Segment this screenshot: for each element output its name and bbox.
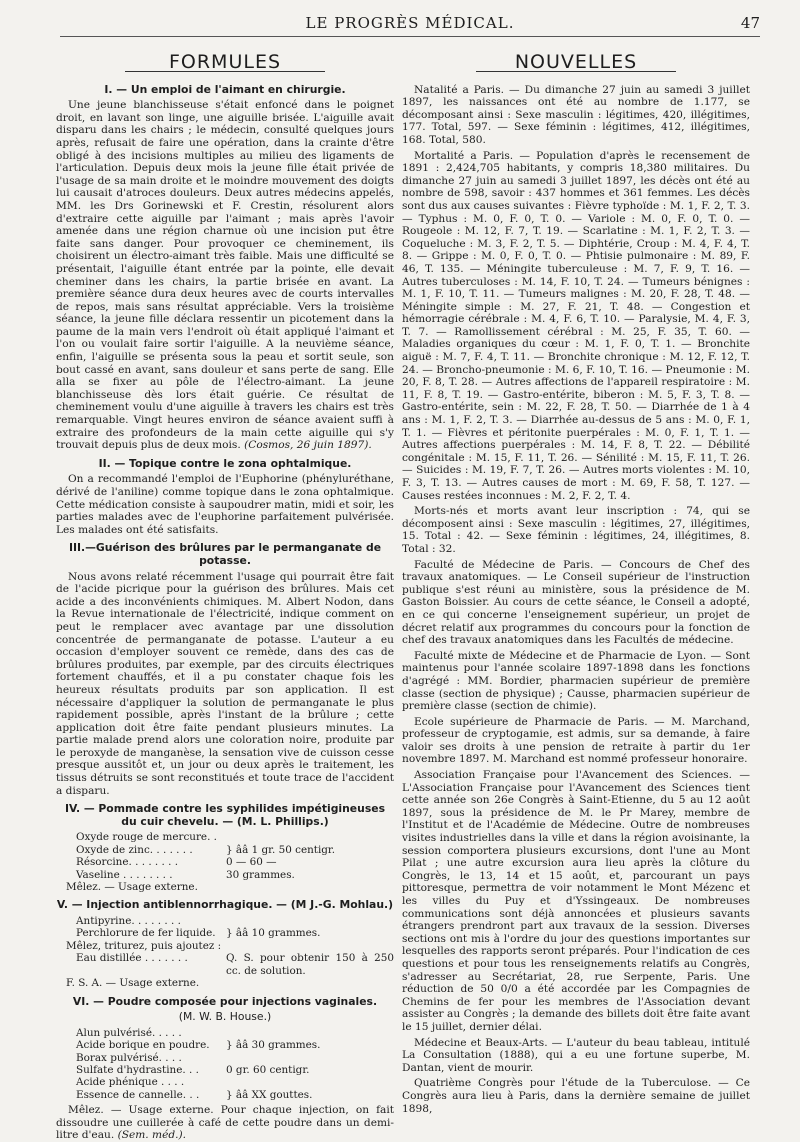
formula-row: Eau distillée . . . . . . . Q. S. pour obtenir 150 à 250 cc. de solution.	[76, 952, 394, 977]
journal-title: LE PROGRÈS MÉDICAL.	[305, 14, 515, 32]
s5-note2: F. S. A. — Usage externe.	[66, 977, 200, 990]
s3-paragraph: Nous avons relaté récemment l'usage qui pourrait être fait de l'acide picrique pour la guérison des brûlures. Mais cet acide a des inconvénients chimiques. M. Albert Nodon, dans la Revue internationale de l'électricité, indique comment on peut le remplacer avec avantage par une dissolution concentrée de permanganate de potasse. L'auteur a eu occasion d'employer souvent ce remède, dans des cas de brûlures produites, par exemple, par des circuits électriques fortement chauffés, et il a pu constater chaque fois les heureux résultats produits par son application. Il est nécessaire d'appliquer la solution de permanganate le plus rapidement possible, après l'instant de la brûlure ; cette application doit être faite pendant plusieurs minutes. La partie malade prend alors une coloration noire, produite par le peroxyde de manganèse, la sensation vive de cuisson cesse presque aussitôt et, un jour ou deux après le traitement, les tissus détruits se sont reconstitués et toute trace de l'accident a disparu.	[56, 570, 394, 797]
s5-formula	[56, 915, 394, 989]
s6-source: (Sem. méd.).	[117, 1129, 186, 1142]
s1-title: I. — Un emploi de l'aimant en chirurgie.	[104, 82, 346, 96]
formula-row: Perchlorure de fer liquide. } ââ 10 grammes.	[76, 927, 321, 940]
s1-paragraph: Une jeune blanchisseuse s'était enfoncé dans le poignet droit, en lavant son linge, une aiguille brisée. L'aiguille avait disparu dans les chairs ; le médecin, consulté quelques jours après, refusait de faire une opération, dans la crainte d'être obligé à des incisions multiples au milieu des ligaments de l'articulation. Depuis deux mois la jeune fille était privée de l'usage de sa main droite et le moindre mouvement des doigts lui causait d'atroces douleurs. Deux autres médecins appelés, MM. les Drs Gorinewski et F. Crestin, résolurent alors d'extraire cette aiguille par l'aimant ; mais après l'avoir amenée dans une région charnue où une incision put être faite sans danger. Pour provoquer ce cheminement, ils choisirent un électro-aimant très faible. Mais une difficulté se présentait, l'aiguille étant entrée par la pointe, elle devait cheminer dans les chairs, la partie brisée en avant. La première séance dura deux heures avec de courts intervalles de repos, mais sans résultat appréciable. Vers la troisième séance, la jeune fille déclara ressentir un picotement dans la paume de la main vers l'endroit où était appliqué l'aimant et l'on ou voulait faire sortir l'aiguille. A la neuvième séance, enfin, l'aiguille se présenta sous la peau et sortit seule, son bout cassé en avant, sans douleur et sans perte de sang. Elle alla se fixer au pôle de l'électro-aimant. La jeune blanchisseuse dès lors était guérie. Ce résultat de cheminement voulu d'une aiguille à travers les chairs est très remarquable. Vingt heures environ de séance avaient suffi à extraire des profondeurs de la main cette aiguille qui s'y trouvait depuis plus de deux mois. (Cosmos, 26 juin 1897).	[56, 99, 394, 452]
formula-row: Sulfate d'hydrastine. . . 0 gr. 60 centigr.	[76, 1063, 310, 1076]
news-faculte-paris: Faculté de Médecine de Paris. — Concours de Chef des travaux anatomiques. — Le Conseil supérieur de l'instruction publique s'est réuni au ministère, sous la présidence de M. Gaston Boissier. Au cours de cette séance, le Conseil a adopté, en ce qui concerne l'enseignement supérieur, un projet de décret relatif aux programmes du concours pour la fonction de chef des travaux anatomiques dans les Facultés de médecine.	[402, 558, 750, 647]
s6-note: Mêlez. — Usage externe. Pour chaque injection, on fait dissoudre une cuillerée à café de cette poudre dans un demi-litre d'eau. (Sem. méd.).	[56, 1104, 394, 1142]
s5-title: V. — Injection antiblennorrhagique. — (M J.-G. Mohlau.)	[56, 898, 394, 912]
nouvelles-heading: NOUVELLES	[476, 56, 676, 72]
s6-formula	[56, 1027, 394, 1101]
news-morts-nes: Morts-nés et morts avant leur inscription : 74, qui se décomposent ainsi : Sexe masculin : légitimes, 27, illégitimes, 15. Total : 42. — Sexe féminin : légitimes, 24, illégitimes, 8. Total : 32.	[402, 505, 750, 555]
formules-heading: FORMULES	[125, 56, 325, 72]
s4-formula	[56, 831, 394, 893]
news-congres-tuberculose: Quatrième Congrès pour l'étude de la Tuberculose. — Ce Congrès aura lieu à Paris, dans la dernière semaine de juillet 1898,	[402, 1077, 750, 1115]
news-faculte-lyon: Faculté mixte de Médecine et de Pharmacie de Lyon. — Sont maintenus pour l'année scolaire 1897-1898 dans les fonctions d'agrégé : MM. Bordier, pharmacien supérieur de première classe (section de physique) ; Causse, pharmacien supérieur de première classe (section de chimie).	[402, 649, 750, 713]
formula-row: Essence de cannelle. . . } ââ XX gouttes.	[76, 1088, 313, 1101]
page-number: 47	[740, 14, 760, 32]
s1-source: (Cosmos, 26 juin 1897).	[244, 439, 372, 452]
formula-row: Acide borique en poudre. } ââ 30 grammes.	[76, 1039, 321, 1052]
news-ecole-pharmacie: Ecole supérieure de Pharmacie de Paris. — M. Marchand, professeur de cryptogamie, est admis, sur sa demande, à faire valoir ses droits à une pension de retraite à partir du 1er novembre 1897. M. Marchand est nommé professeur honoraire.	[402, 715, 750, 766]
news-beaux-arts: Médecine et Beaux-Arts. — L'auteur du beau tableau, intitulé La Consultation (1888), qui a eu une fortune superbe, M. Dantan, vient de mourir.	[402, 1036, 750, 1074]
formula-row: Oxyde de zinc. . . . . . . } ââ 1 gr. 50 centigr.	[76, 843, 336, 856]
s4-note: Mêlez. — Usage externe.	[66, 881, 198, 894]
formula-row: Acide phénique . . . .	[76, 1076, 185, 1089]
s2-title: II. — Topique contre le zona ophtalmique.	[98, 456, 352, 470]
page-header	[60, 14, 760, 37]
s4-title: IV. — Pommade contre les syphilides impétigineuses du cuir chevelu. — (M. L. Phillips.)	[65, 802, 385, 828]
s6-author: (M. W. B. House.)	[178, 1010, 272, 1024]
formula-row: Antipyrine. . . . . . . .	[76, 915, 181, 928]
nouvelles-column	[402, 51, 750, 1115]
formules-column	[56, 51, 394, 1142]
formula-row: Alun pulvérisé. . . . .	[76, 1026, 182, 1039]
formula-row: Vaseline . . . . . . . . 30 grammes.	[76, 868, 295, 881]
formula-row: Borax pulvérisé. . . .	[76, 1051, 182, 1064]
formula-row: Résorcine. . . . . . . . 0 — 60 —	[76, 856, 277, 869]
s3-title: III.—Guérison des brûlures par le permanganate de potasse.	[68, 541, 382, 567]
s5-note1: Mêlez, triturez, puis ajoutez :	[66, 939, 222, 952]
news-mortalite: Mortalité a Paris. — Population d'après le recensement de 1891 : 2,424,705 habitants, y compris 18,380 militaires. Du dimanche 27 juin au samedi 3 juillet 1897, les décès ont été au nombre de 598, savoir : 437 hommes et 361 femmes. Les décès sont dus aux causes suivantes : Fièvre typhoïde : M. 1, F. 2, T. 3. — Typhus : M. 0, F. 0, T. 0. — Variole : M. 0, F. 0, T. 0. — Rougeole : M. 12, F. 7, T. 19. — Scarlatine : M. 1, F. 2, T. 3. — Coqueluche : M. 3, F. 2, T. 5. — Diphtérie, Croup : M. 4, F. 4, T. 8. — Grippe : M. 0, F. 0, T. 0. — Phtisie pulmonaire : M. 89, F. 46, T. 135. — Méningite tuberculeuse : M. 7, F. 9, T. 16. — Autres tuberculoses : M. 14, F. 10, T. 24. — Tumeurs bénignes : M. 1, F. 10, T. 11. — Tumeurs malignes : M. 20, F. 28, T. 48. — Méningite simple : M. 27, F. 21, T. 48. — Congestion et hémorragie cérébrale : M. 4, F. 6, T. 10. — Paralysie, M. 4, F. 3, T. 7. — Ramollissement cérébral : M. 25, F. 35, T. 60. — Maladies organiques du cœur : M. 1, F. 0, T. 1. — Bronchite aiguë : M. 7, F. 4, T. 11. — Bronchite chronique : M. 12, F. 12, T. 24. — Broncho-pneumonie : M. 6, F. 10, T. 16. — Pneumonie : M. 20, F. 8, T. 28. — Autres affections de l'appareil respiratoire : M. 11, F. 8, T. 19. — Gastro-entérite, biberon : M. 5, F. 3, T. 8. — Gastro-entérite, sein : M. 22, F. 28, T. 50. — Diarrhée de 1 à 4 ans : M. 1, F. 2, T. 3. — Diarrhée au-dessus de 5 ans : M. 0, F. 1, T. 1. — Fièvres et péritonite puerpérales : M. 0, F. 1, T. 1. — Autres affections puerpérales : M. 14, F. 8, T. 22. — Débilité congénitale : M. 15, F. 11, T. 26. — Sénilité : M. 15, F. 11, T. 26. — Suicides : M. 19, F. 7, T. 26. — Autres morts violentes : M. 10, F. 3, T. 13. — Autres causes de mort : M. 69, F. 58, T. 127. — Causes restées inconnues : M. 2, F. 2, T. 4.	[402, 149, 750, 502]
news-association: Association Française pour l'Avancement des Sciences. — L'Association Française pour l'Avancement des Sciences tient cette année son 26e Congrès à Saint-Etienne, du 5 au 12 août 1897, sous la présidence de M. le Pr Marey, membre de l'Institut et de l'Académie de Médecine. Outre de nombreuses visites industrielles dans la ville et dans la région avoisinante, la session comportera plusieurs excursions, dont l'une au Mont Pilat ; une autre excursion aura lieu après la clôture du Congrès, le 13, 14 et 15 août, et, parcourant un pays pittoresque, permettra de voir notamment le Mont Mézenc et les villes du Puy et d'Yssingeaux. De nombreuses communications sont déjà annoncées et plusieurs savants étrangers prendront part aux travaux de la session. Diverses sections ont mis à l'ordre du jour des questions importantes sur lesquelles des rapports seront préparés. Pour l'indication de ces questions et pour tous les renseignements relatifs au Congrès, s'adresser au Secrétariat, 28, rue Serpente, Paris. Une réduction de 50 0/0 a été accordée par les Compagnies de Chemins de fer pour les membres de l'Association devant assister au Congrès ; la demande des billets doit être faite avant le 15 juillet, dernier délai.	[402, 769, 750, 1033]
formula-row: Oxyde rouge de mercure. .	[76, 831, 217, 844]
s6-title: VI. — Poudre composée pour injections vaginales.	[72, 994, 378, 1008]
s2-paragraph: On a recommandé l'emploi de l'Euphorine (phényluréthane, dérivé de l'aniline) comme topique dans le zona ophtalmique. Cette médication consiste à saupoudrer matin, midi et soir, les parties malades avec de l'euphorine parfaitement pulvérisée. Les malades ont été satisfaits.	[56, 473, 394, 536]
news-natalite: Natalité a Paris. — Du dimanche 27 juin au samedi 3 juillet 1897, les naissances ont été au nombre de 1.177, se décomposant ainsi : Sexe masculin : légitimes, 420, illégitimes, 177. Total, 597. — Sexe féminin : légitimes, 412, illégitimes, 168. Total, 580.	[402, 83, 750, 146]
